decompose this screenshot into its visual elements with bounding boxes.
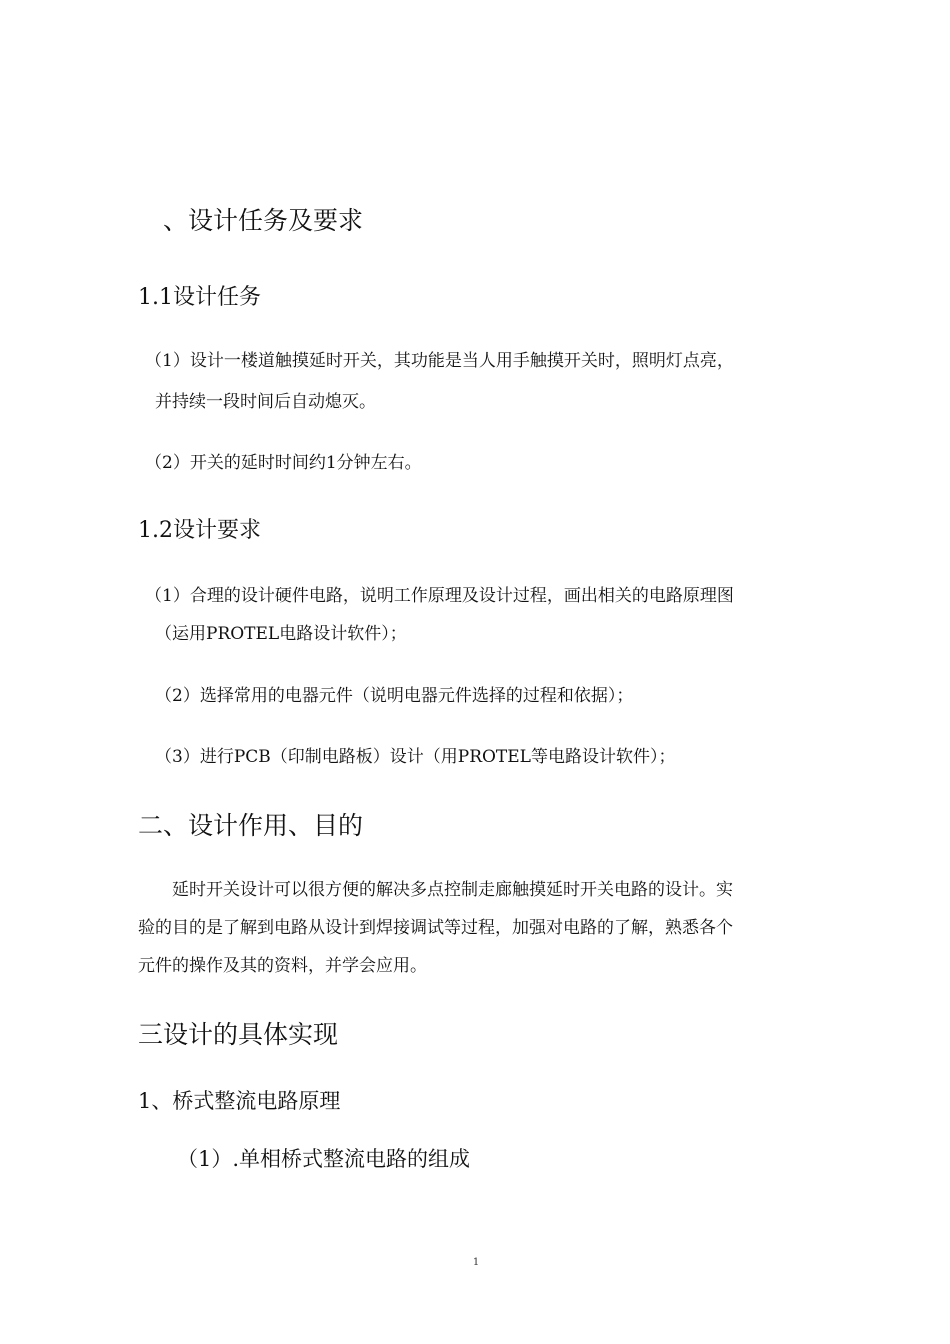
heading-design-task: 1.1设计任务 xyxy=(138,285,261,310)
heading-purpose: 二、设计作用、目的 xyxy=(138,811,364,840)
requirement-item-2: （2）选择常用的电器元件（说明电器元件选择的过程和依据）； xyxy=(155,686,634,706)
heading-bridge-rectifier: 1、桥式整流电路原理 xyxy=(138,1089,341,1113)
task-item-1-line-2: 并持续一段时间后自动熄灭。 xyxy=(155,392,376,412)
purpose-paragraph-line-1: 延时开关设计可以很方便的解决多点控制走廊触摸延时开关电路的设计。实 xyxy=(172,880,733,900)
heading-single-phase-bridge: （1）.单相桥式整流电路的组成 xyxy=(177,1147,471,1171)
requirement-item-1-line-1: （1）合理的设计硬件电路，说明工作原理及设计过程，画出相关的电路原理图 xyxy=(145,586,734,606)
requirement-item-3: （3）进行PCB（印制电路板）设计（用PROTEL等电路设计软件）； xyxy=(155,747,676,767)
heading-design-requirements: 1.2设计要求 xyxy=(138,518,261,543)
purpose-paragraph-line-3: 元件的操作及其的资料，并学会应用。 xyxy=(138,956,427,976)
page-number: 1 xyxy=(472,1257,480,1268)
requirement-item-1-line-2: （运用PROTEL电路设计软件）； xyxy=(155,624,407,644)
task-item-2: （2）开关的延时时间约1分钟左右。 xyxy=(145,453,422,473)
task-item-1-line-1: （1）设计一楼道触摸延时开关，其功能是当人用手触摸开关时，照明灯点亮， xyxy=(145,351,734,371)
purpose-paragraph-line-2: 验的目的是了解到电路从设计到焊接调试等过程，加强对电路的了解，熟悉各个 xyxy=(138,918,733,938)
heading-implementation: 三设计的具体实现 xyxy=(138,1020,339,1049)
heading-design-task-requirements: 、设计任务及要求 xyxy=(163,206,364,235)
